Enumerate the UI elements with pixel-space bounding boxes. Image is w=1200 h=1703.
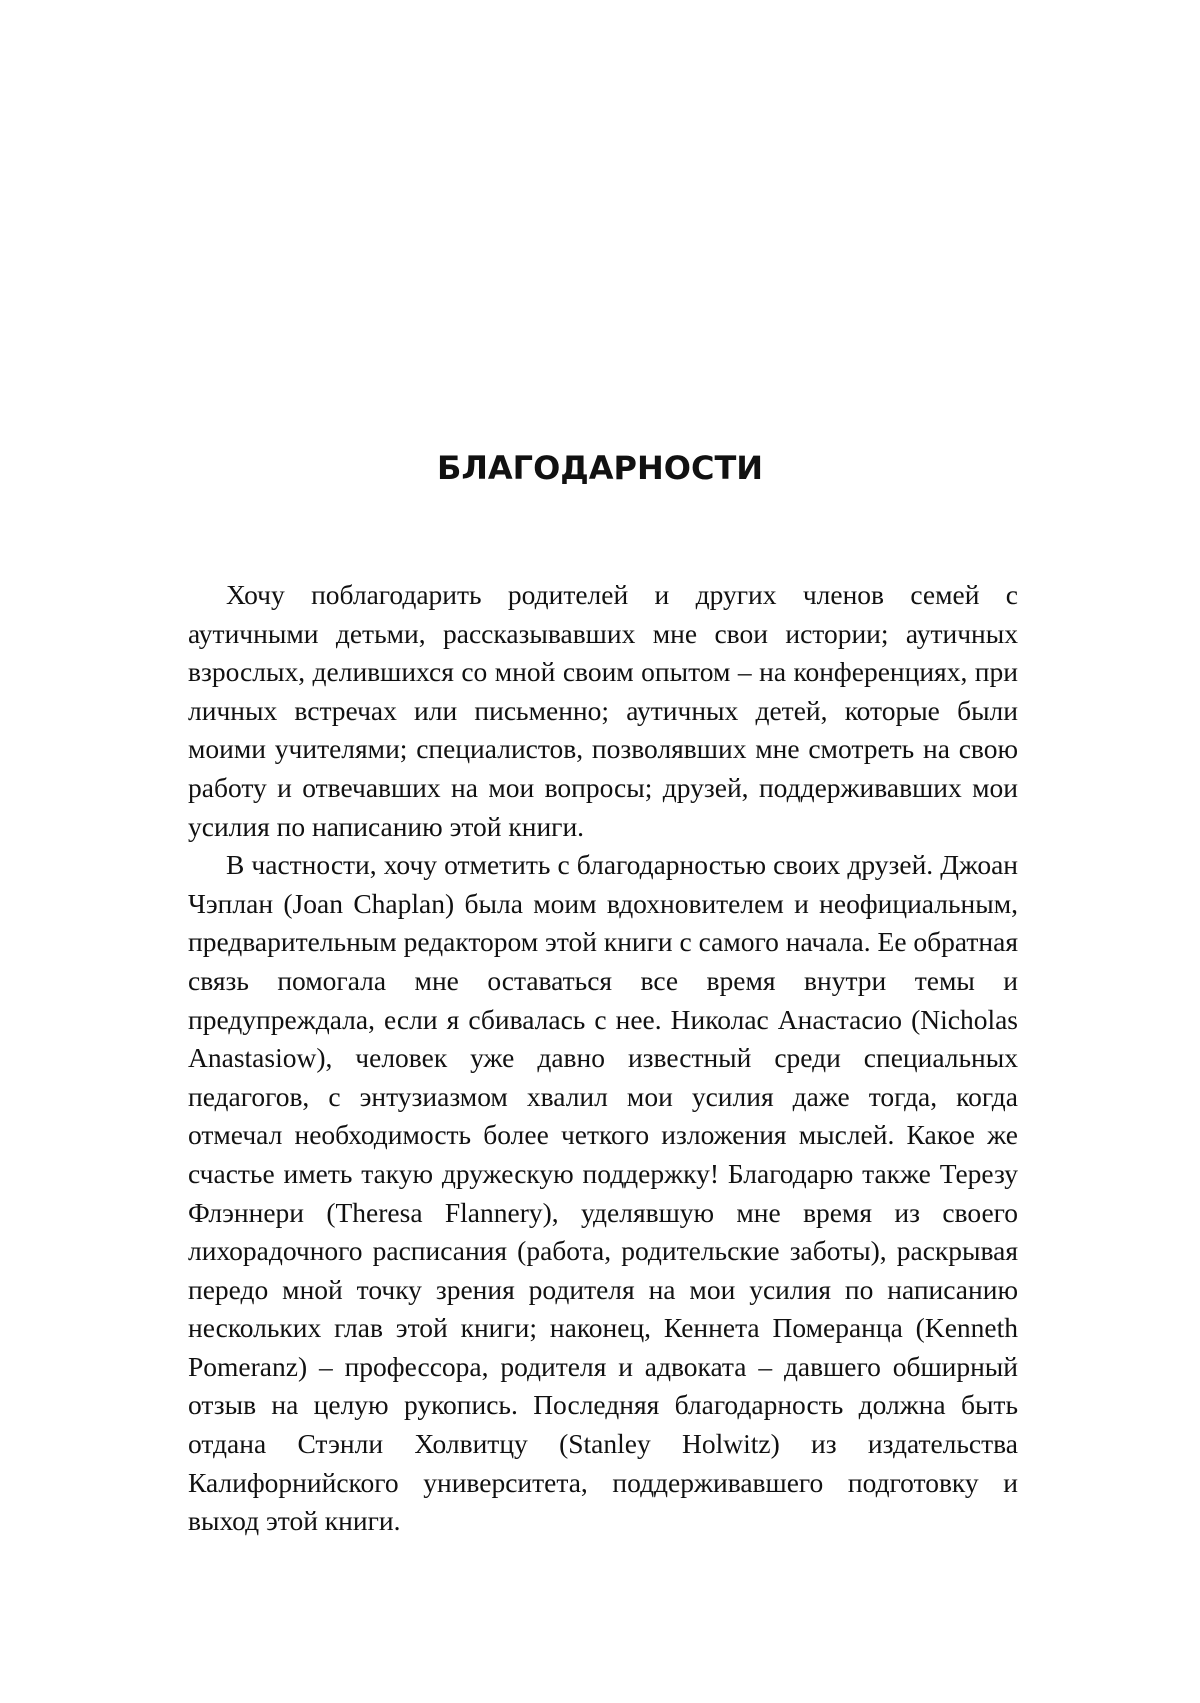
paragraph-1: Хочу поблагодарить родителей и других членов семей с аутичными детьми, рассказывавших мне свои истории; аутичных взрослых, делившихся со мной своим опытом – на конференциях, при личных встречах или письменно; аутичных детей, которые были моими учителями; специалистов, позволявших мне смотреть на свою работу и отвечавших на мои вопросы; друзей, поддерживавших мои усилия по написанию этой книги. — [188, 579, 1018, 842]
acknowledgments-body — [188, 576, 1018, 1541]
page-title: БЛАГОДАРНОСТИ — [436, 449, 764, 487]
paragraph-2: В частности, хочу отметить с благодарностью своих друзей. Джоан Чэплан (Joan Chaplan) была моим вдохновителем и неофициальным, предварительным редактором этой книги с самого начала. Ее обратная связь помогала мне оставаться все время внутри темы и предупреждала, если я сбивалась с нее. Николас Анастасио (Nicholas Anastasiow), человек уже давно известный среди специальных педагогов, с энтузиазмом хвалил мои усилия даже тогда, когда отмечал необходимость более четкого изложения мыслей. Какое же счастье иметь такую дружескую поддержку! Благодарю также Терезу Флэннери (Theresa Flannery), уделявшую мне время из своего лихорадочного расписания (работа, родительские заботы), раскрывая передо мной точку зрения родителя на мои усилия по написанию нескольких глав этой книги; наконец, Кеннета Померанца (Kenneth Pomeranz) – профессора, родителя и адвоката – давшего обширный отзыв на целую рукопись. Последняя благодарность должна быть отдана Стэнли Холвитцу (Stanley Holwitz) из издательства Калифорнийского университета, поддерживавшего подготовку и выход этой книги. — [188, 849, 1018, 1537]
